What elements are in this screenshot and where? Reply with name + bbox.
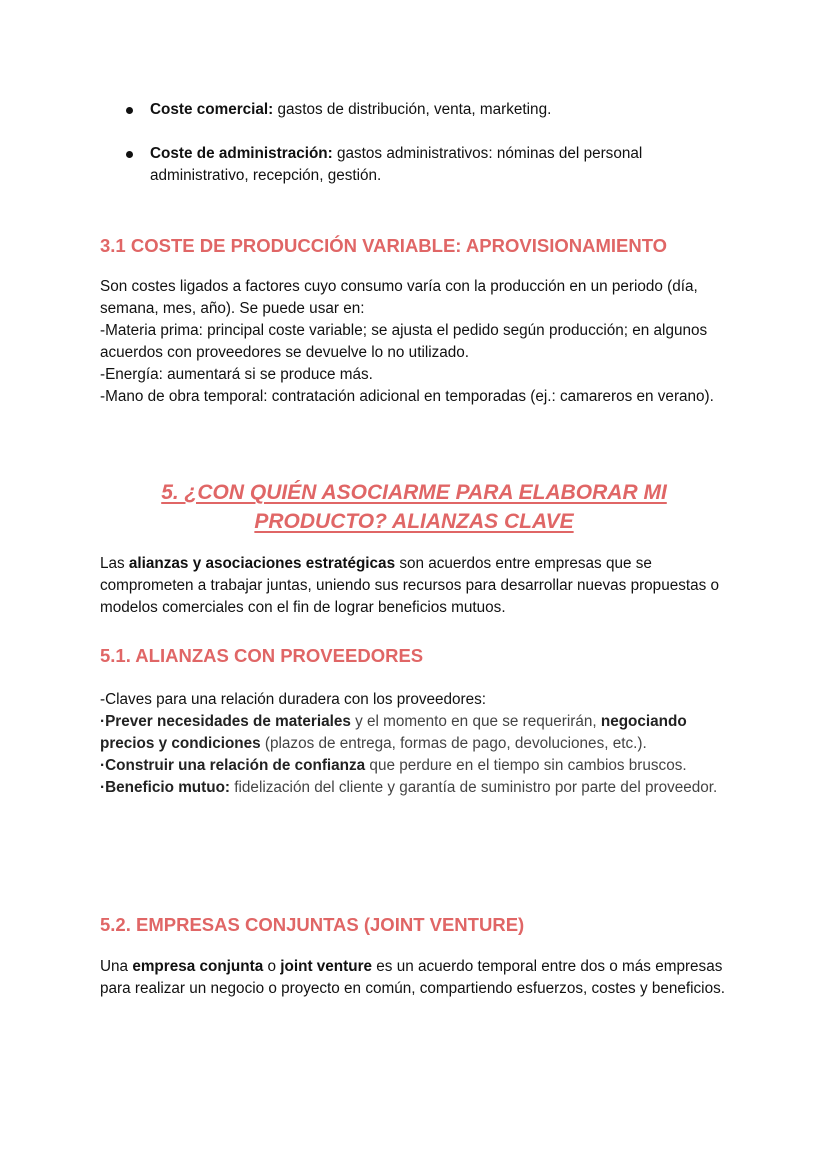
bullet-term: Coste de administración: xyxy=(150,145,333,162)
supplier-key-item xyxy=(100,777,730,799)
jv-pre: Una xyxy=(100,958,133,975)
jv-bold: joint venture xyxy=(280,958,373,975)
section-5-heading xyxy=(100,478,728,536)
section-5-intro xyxy=(100,553,730,619)
intro-post: son acuerdos entre empresas que se comprometen a trabajar juntas, uniendo sus recursos para desarrollar nuevas propuestas o modelos comerciales con el fin de lograr beneficios mutuos. xyxy=(100,555,720,616)
section-5-2-heading: 5.2. EMPRESAS CONJUNTAS (JOINT VENTURE) xyxy=(100,914,525,935)
item-bold: ·Prever necesidades de materiales xyxy=(100,713,351,730)
bullet-dot-icon xyxy=(126,107,133,114)
item-text: (plazos de entrega, formas de pago, devoluciones, etc.). xyxy=(260,735,647,752)
supplier-key-item xyxy=(100,755,730,777)
section-5-1-body xyxy=(100,689,730,799)
cost-bullet-list xyxy=(126,99,726,187)
section-3-1-body xyxy=(100,276,730,408)
item-bold: negociando precios y condiciones xyxy=(100,713,687,752)
item-text: que perdure en el tiempo sin cambios bruscos. xyxy=(365,757,687,774)
section-5-heading-line1: 5. ¿CON QUIÉN ASOCIARME PARA ELABORAR MI xyxy=(161,481,667,504)
jv-mid: o xyxy=(263,958,281,975)
section-5-2-body xyxy=(100,956,730,1000)
section-3-1-line: -Energía: aumentará si se produce más. xyxy=(100,366,373,383)
bullet-text: gastos administrativos: nóminas del personal administrativo, recepción, gestión. xyxy=(150,145,643,184)
jv-post: es un acuerdo temporal entre dos o más empresas para realizar un negocio o proyecto en común, compartiendo esfuerzos, costes y beneficios. xyxy=(100,958,725,997)
item-bold: ·Construir una relación de confianza xyxy=(100,757,366,774)
supplier-key-item xyxy=(100,711,730,755)
item-bold: ·Beneficio mutuo: xyxy=(100,779,231,796)
section-5-1-lead: -Claves para una relación duradera con los proveedores: xyxy=(100,691,487,708)
section-3-1-heading: 3.1 COSTE DE PRODUCCIÓN VARIABLE: APROVISIONAMIENTO xyxy=(100,235,668,256)
bullet-coste-comercial xyxy=(126,99,726,121)
bullet-coste-administracion xyxy=(126,143,726,187)
item-text: y el momento en que se requerirán, xyxy=(350,713,601,730)
section-5-1-heading: 5.1. ALIANZAS CON PROVEEDORES xyxy=(100,645,424,666)
section-3-1-line: -Materia prima: principal coste variable; se ajusta el pedido según producción; en algunos acuerdos con proveedores se devuelve lo no utilizado. xyxy=(100,322,708,361)
bullet-text: gastos de distribución, venta, marketing. xyxy=(273,101,552,118)
bullet-term: Coste comercial: xyxy=(150,101,274,118)
bullet-dot-icon xyxy=(126,151,133,158)
section-3-1-line: Son costes ligados a factores cuyo consumo varía con la producción en un periodo (día, semana, mes, año). Se puede usar en: xyxy=(100,278,698,317)
section-3-1-line: -Mano de obra temporal: contratación adicional en temporadas (ej.: camareros en verano). xyxy=(100,388,714,405)
intro-bold: alianzas y asociaciones estratégicas xyxy=(128,555,396,572)
jv-bold: empresa conjunta xyxy=(132,958,264,975)
intro-pre: Las xyxy=(100,555,129,572)
item-text: fidelización del cliente y garantía de suministro por parte del proveedor. xyxy=(230,779,718,796)
section-5-heading-line2: PRODUCTO? ALIANZAS CLAVE xyxy=(254,510,574,533)
